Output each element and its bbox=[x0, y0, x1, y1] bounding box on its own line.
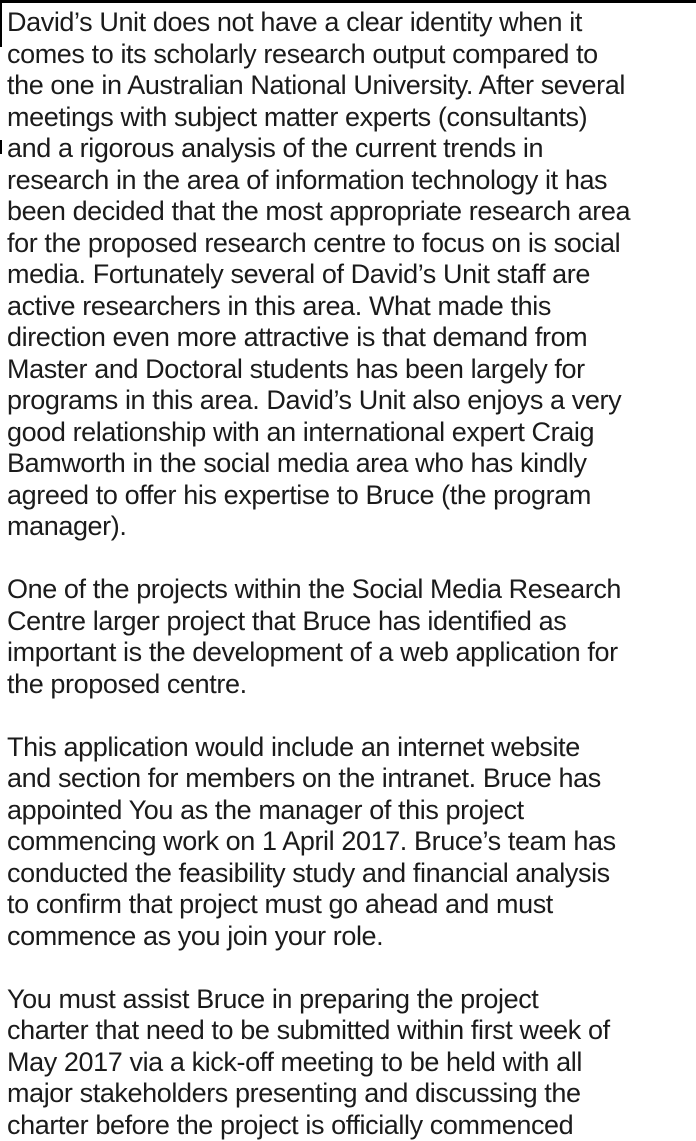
text-line: commencing work on 1 April 2017. Bruce’s team has bbox=[7, 826, 693, 858]
text-line: agreed to offer his expertise to Bruce (the program bbox=[7, 480, 693, 512]
text-line: comes to its scholarly research output compared to bbox=[7, 39, 693, 71]
text-line: and section for members on the intranet. Bruce has bbox=[7, 763, 693, 795]
text-line: You must assist Bruce in preparing the project bbox=[7, 984, 693, 1016]
document-text bbox=[7, 7, 693, 1141]
text-line: May 2017 via a kick-off meeting to be held with all bbox=[7, 1047, 693, 1079]
text-line: Centre larger project that Bruce has identified as bbox=[7, 606, 693, 638]
text-line: appointed You as the manager of this project bbox=[7, 795, 693, 827]
left-border-fragment-lower bbox=[0, 140, 2, 154]
text-line: the proposed centre. bbox=[7, 669, 693, 701]
text-line: the one in Australian National University. After several bbox=[7, 70, 693, 102]
text-line: This application would include an internet website bbox=[7, 732, 693, 764]
text-line: Bamworth in the social media area who has kindly bbox=[7, 448, 693, 480]
text-line: major stakeholders presenting and discussing the bbox=[7, 1078, 693, 1110]
text-line: active researchers in this area. What made this bbox=[7, 291, 693, 323]
text-line: charter that need to be submitted within first week of bbox=[7, 1015, 693, 1047]
text-line: important is the development of a web application for bbox=[7, 637, 693, 669]
paragraph-spacer bbox=[7, 543, 693, 575]
text-line: meetings with subject matter experts (consultants) bbox=[7, 102, 693, 134]
text-line: been decided that the most appropriate research area bbox=[7, 196, 693, 228]
paragraph-spacer bbox=[7, 952, 693, 984]
text-line: media. Fortunately several of David’s Unit staff are bbox=[7, 259, 693, 291]
text-line: One of the projects within the Social Media Research bbox=[7, 574, 693, 606]
text-line: and a rigorous analysis of the current trends in bbox=[7, 133, 693, 165]
text-line: David’s Unit does not have a clear identity when it bbox=[7, 7, 693, 39]
text-line: manager). bbox=[7, 511, 693, 543]
text-line: programs in this area. David’s Unit also enjoys a very bbox=[7, 385, 693, 417]
text-line: for the proposed research centre to focus on is social bbox=[7, 228, 693, 260]
text-line: good relationship with an international expert Craig bbox=[7, 417, 693, 449]
paragraph-spacer bbox=[7, 700, 693, 732]
text-line: to confirm that project must go ahead and must bbox=[7, 889, 693, 921]
left-border-fragment-top bbox=[0, 0, 2, 47]
text-line: commence as you join your role. bbox=[7, 921, 693, 953]
text-line: charter before the project is officially commenced bbox=[7, 1110, 693, 1141]
text-line: direction even more attractive is that demand from bbox=[7, 322, 693, 354]
text-line: conducted the feasibility study and financial analysis bbox=[7, 858, 693, 890]
text-line: research in the area of information technology it has bbox=[7, 165, 693, 197]
top-border bbox=[0, 0, 696, 3]
text-line: Master and Doctoral students has been largely for bbox=[7, 354, 693, 386]
